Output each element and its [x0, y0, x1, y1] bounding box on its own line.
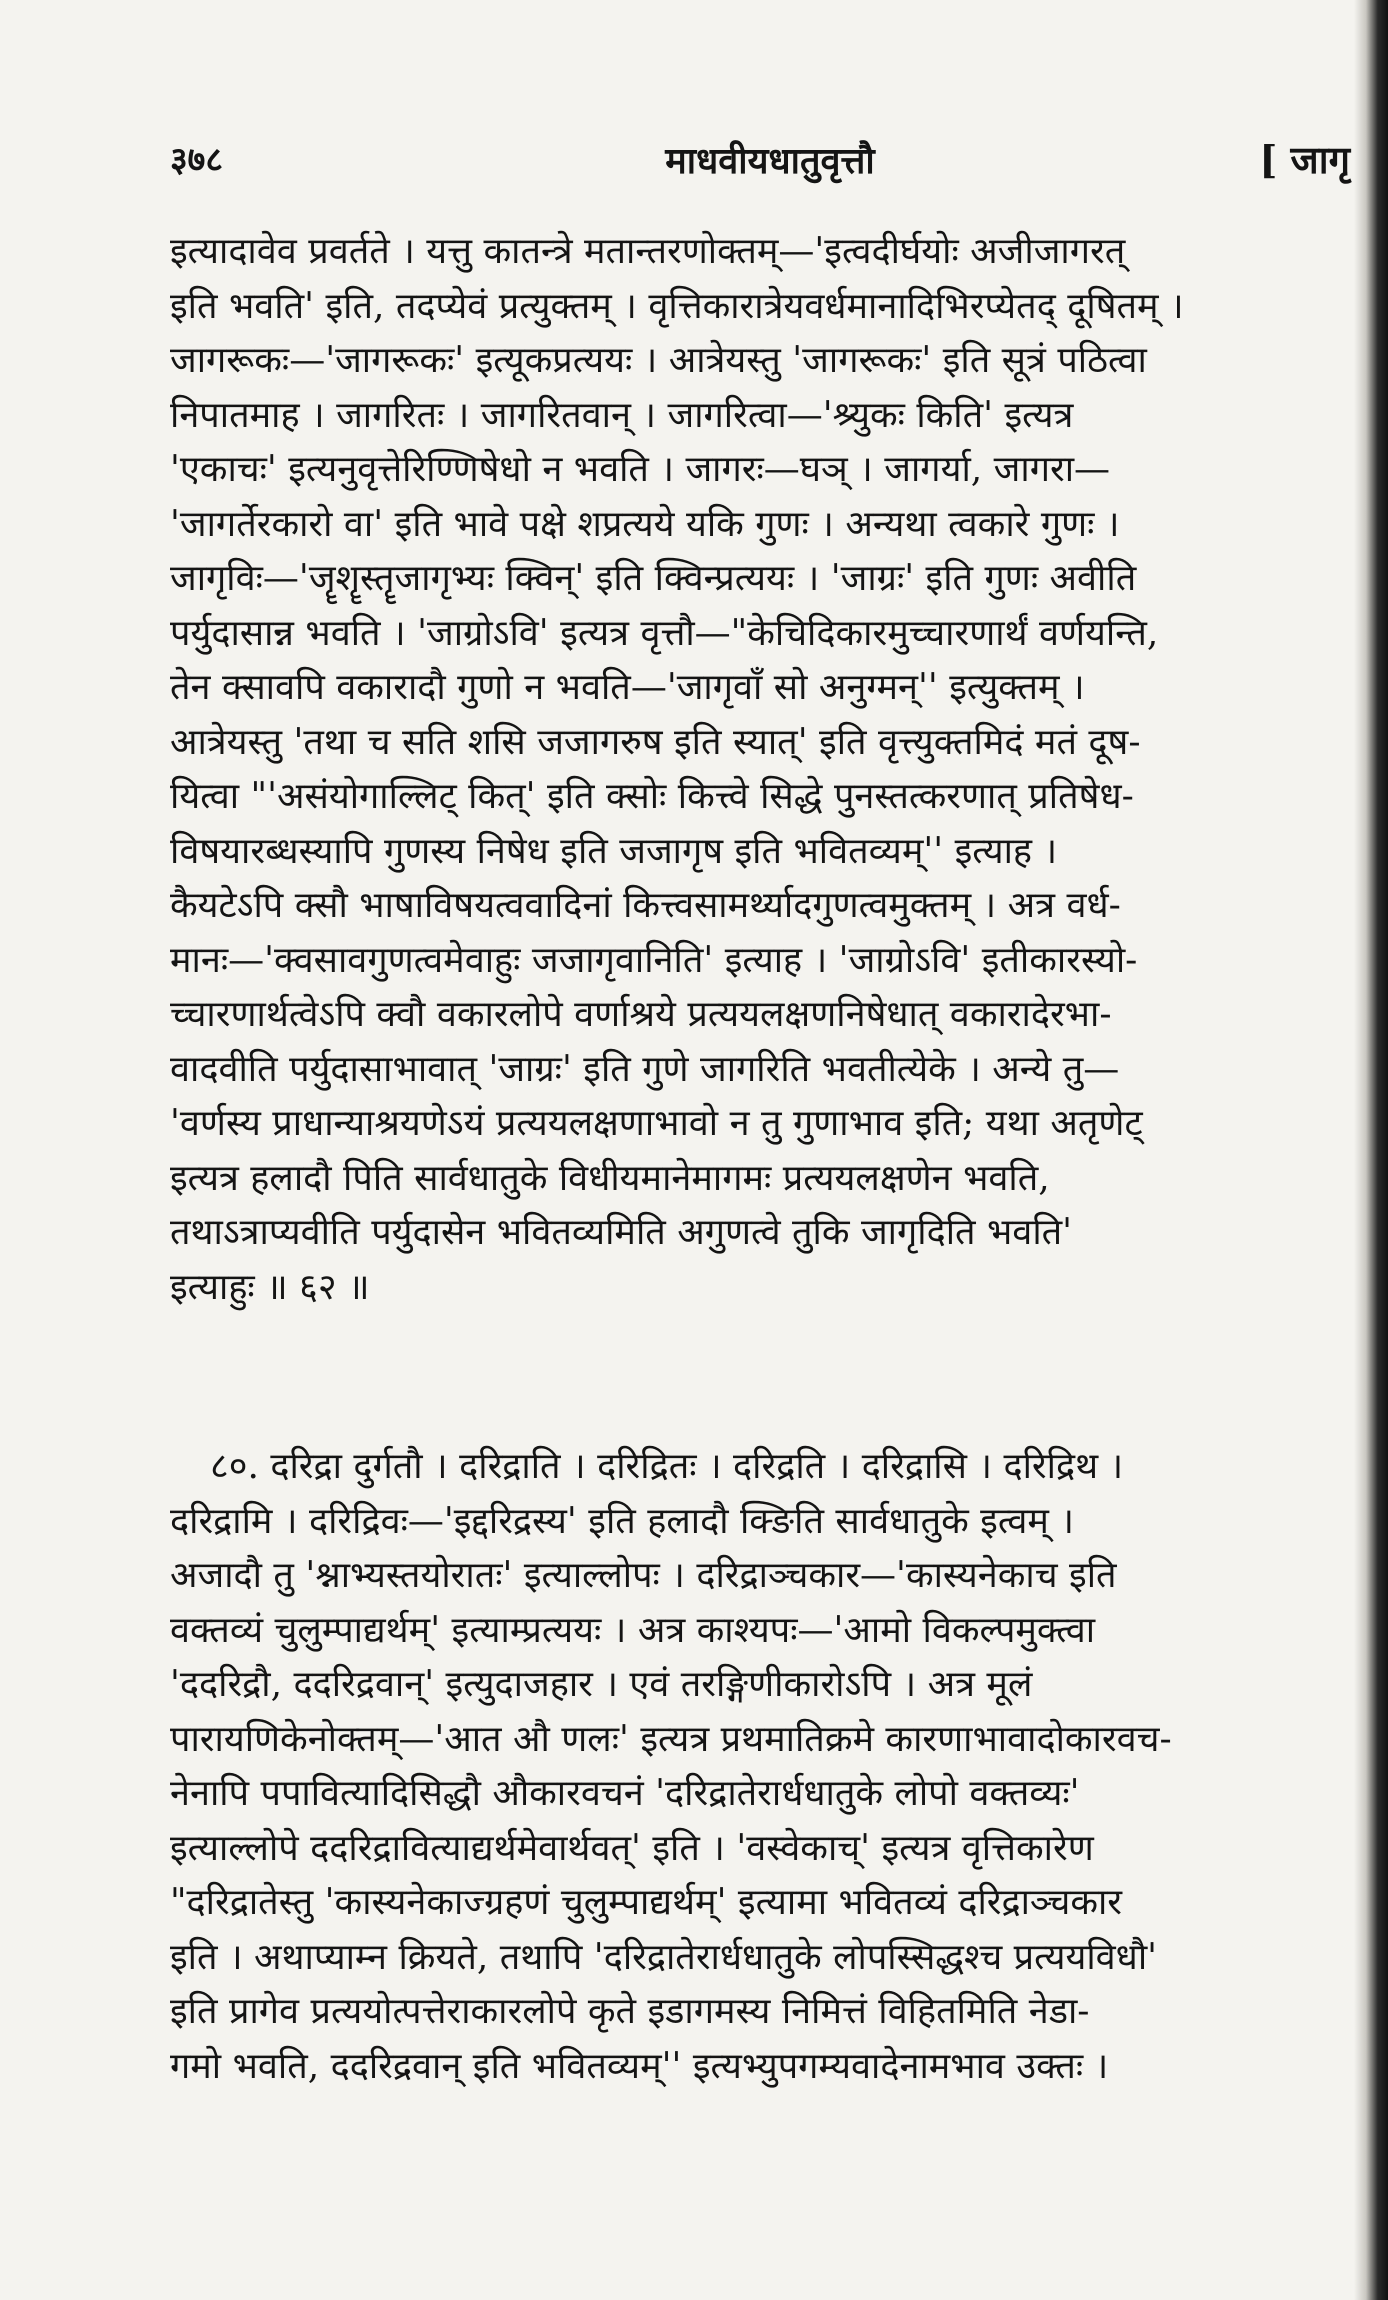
section-marker: [ जागृ [1259, 137, 1350, 182]
text-line: कैयटेऽपि क्सौ भाषाविषयत्ववादिनां कित्त्वसामर्थ्यादगुणत्वमुक्तम् । अत्र वर्ध- [170, 885, 1121, 926]
text-line: इति प्रागेव प्रत्ययोत्पत्तेराकारलोपे कृते इडागमस्य निमित्तं विहितमिति नेडा- [170, 1991, 1090, 2032]
text-line: दरिद्रामि । दरिद्रिवः—'इद्दरिद्रस्य' इति हलादौ क्ङिति सार्वधातुके इत्वम् । [170, 1500, 1075, 1542]
text-line: 'जागर्तेरकारो वा' इति भावे पक्षे शप्रत्यये यकि गुणः । अन्यथा त्वकारे गुणः । [170, 503, 1120, 545]
text-line: इत्यत्र हलादौ पिति सार्वधातुके विधीयमानेमागमः प्रत्ययलक्षणेन भवति, [170, 1157, 1050, 1199]
text-line: वादवीति पर्युदासाभावात् 'जाग्रः' इति गुणे जागरिति भवतीत्येके । अन्ये तु— [170, 1048, 1120, 1090]
text-line: तेन क्सावपि वकारादौ गुणो न भवति—'जागृवाँ सो अनुग्मन्'' इत्युक्तम् । [170, 667, 1085, 708]
text-line: मानः—'क्वसावगुणत्वमेवाहुः जजागृवानिति' इत्याह । 'जाग्रोऽवि' इतीकारस्यो- [170, 939, 1138, 981]
text-line: इत्याल्लोपे ददरिद्रावित्याद्यर्थमेवार्थवत्' इति । 'वस्वेकाच्' इत्यत्र वृत्तिकारेण [170, 1827, 1094, 1869]
paragraph-2 [170, 1440, 1350, 2094]
running-title: माधवीयधातुवृत्तौ [665, 140, 875, 182]
text-line: यित्वा "'असंयोगाल्लिट् कित्' इति क्सोः कित्त्वे सिद्धे पुनस्तत्करणात् प्रतिषेध- [170, 776, 1134, 817]
text-line: च्चारणार्थत्वेऽपि क्वौ वकारलोपे वर्णाश्रये प्रत्ययलक्षणनिषेधात् वकारादेरभा- [170, 994, 1112, 1035]
text-line: विषयारब्धस्यापि गुणस्य निषेध इति जजागृष इति भवितव्यम्'' इत्याह । [170, 830, 1058, 872]
text-line: आत्रेयस्तु 'तथा च सति शसि जजागरुष इति स्यात्' इति वृत्त्युक्तमिदं मतं दूष- [170, 721, 1141, 763]
text-line: इति भवति' इति, तदप्येवं प्रत्युक्तम् । वृत्तिकारात्रेयवर्धमानादिभिरप्येतद् दूषितम् । [170, 285, 1184, 327]
text-line: 'वर्णस्य प्राधान्याश्रयणेऽयं प्रत्ययलक्षणाभावो न तु गुणाभाव इति; यथा अतृणेट् [170, 1103, 1143, 1144]
text-line: 'ददरिद्रौ, ददरिद्रवान्' इत्युदाजहार । एवं तरङ्गिणीकारोऽपि । अत्र मूलं [170, 1664, 1033, 1705]
text-line: पर्युदासान्न भवति । 'जाग्रोऽवि' इत्यत्र वृत्तौ—"केचिदिकारमुच्चारणार्थं वर्णयन्ति, [170, 612, 1159, 654]
text-line: ८०. दरिद्रा दुर्गतौ । दरिद्राति । दरिद्रितः । दरिद्रति । दरिद्रासि । दरिद्रिथ । [210, 1446, 1124, 1487]
text-line: वक्तव्यं चुलुम्पाद्यर्थम्' इत्याम्प्रत्ययः । अत्र काश्यपः—'आमो विकल्पमुक्त्वा [170, 1609, 1096, 1651]
text-line: निपातमाह । जागरितः । जागरितवान् । जागरित्वा—'श्र्युकः किति' इत्यत्र [170, 394, 1074, 436]
paragraph-1 [170, 225, 1350, 1315]
text-line: तथाऽत्राप्यवीति पर्युदासेन भवितव्यमिति अगुणत्वे तुकि जागृदिति भवति' [170, 1212, 1073, 1253]
book-page [170, 0, 1370, 2300]
text-line: 'एकाचः' इत्यनुवृत्तेरिण्णिषेधो न भवति । जागरः—घञ् । जागर्या, जागरा— [170, 449, 1111, 490]
running-head [170, 135, 1370, 195]
text-line: गमो भवति, ददरिद्रवान् इति भवितव्यम्'' इत्यभ्युपगम्यवादेनामभाव उक्तः । [170, 2045, 1109, 2087]
text-line: जागरूकः—'जागरूकः' इत्यूकप्रत्ययः । आत्रेयस्तु 'जागरूकः' इति सूत्रं पठित्वा [170, 340, 1147, 381]
page-number: ३७८ [170, 140, 224, 180]
text-line: नेनापि पपावित्यादिसिद्धौ औकारवचनं 'दरिद्रातेरार्धधातुके लोपो वक्तव्यः' [170, 1773, 1080, 1814]
text-line: पारायणिकेनोक्तम्—'आत औ णलः' इत्यत्र प्रथमातिक्रमे कारणाभावादोकारवच- [170, 1718, 1172, 1760]
text-line: जागृविः—'जॄशॄस्तॄजागृभ्यः क्विन्' इति क्विन्प्रत्ययः । 'जाग्रः' इति गुणः अवीति [170, 558, 1137, 599]
text-line: "दरिद्रातेस्तु 'कास्यनेकाज्ग्रहणं चुलुम्पाद्यर्थम्' इत्यामा भवितव्यं दरिद्राञ्चकार [170, 1882, 1123, 1923]
text-line: इत्याहुः ॥ ६२ ॥ [170, 1266, 370, 1308]
text-line: इत्यादावेव प्रवर्तते । यत्तु कातन्त्रे मतान्तरणोक्तम्—'इत्वदीर्घयोः अजीजागरत् [170, 231, 1126, 272]
text-line: अजादौ तु 'श्नाभ्यस्तयोरातः' इत्याल्लोपः । दरिद्राञ्चकार—'कास्यनेकाच इति [170, 1555, 1117, 1596]
text-line: इति । अथाप्याम्न क्रियते, तथापि 'दरिद्रातेरार्धधातुके लोपस्सिद्धश्च प्रत्ययविधौ' [170, 1936, 1158, 1978]
